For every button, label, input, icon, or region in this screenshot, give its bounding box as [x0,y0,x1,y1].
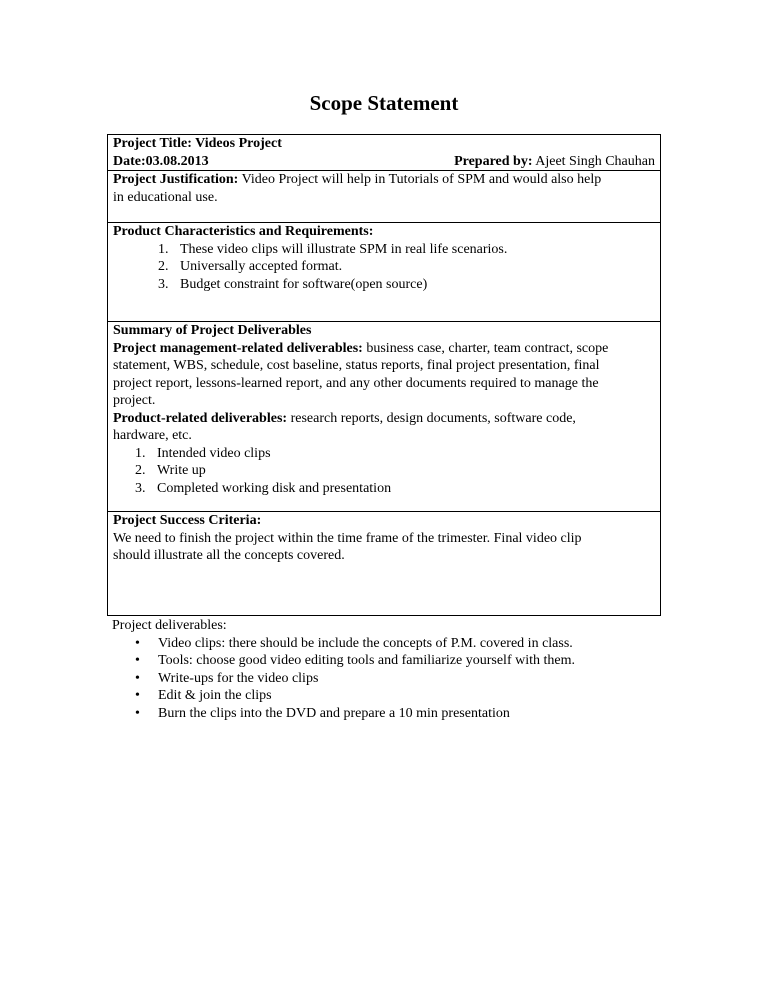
justification-line-2: in educational use. [113,189,218,205]
bullet-icon: • [135,670,140,686]
pm-deliverables-line-4: project. [113,393,156,408]
pm-deliverables-text: business case, charter, team contract, scope [362,340,609,356]
success-criteria-row [108,511,660,615]
project-date: Date:03.08.2013 [113,153,209,169]
bullet-icon: • [135,705,140,721]
product-deliverables-text: research reports, design documents, software code, [287,410,576,426]
product-deliverables-line-2: hardware, etc. [113,428,192,443]
deliverables-row [108,321,660,511]
list-number: 2. [158,259,169,274]
pm-deliverables-line-3: project report, lessons-learned report, and any other documents required to manage the [113,375,599,391]
characteristics-row [108,222,660,321]
list-item [135,687,672,705]
bullet-icon: • [135,653,140,668]
list-text: Write-ups for the video clips [158,670,319,686]
deliverables-list [113,445,655,498]
list-item [135,462,655,480]
list-number: 3. [158,276,169,292]
list-item [135,652,672,670]
date-prepared-line [113,153,655,171]
success-criteria-line-1: We need to finish the project within the time frame of the trimester. Final video clip [113,530,582,546]
list-text: Budget constraint for software(open source) [180,276,428,292]
list-number: 1. [158,241,169,257]
page-title: Scope Statement [309,91,459,115]
list-text: Completed working disk and presentation [157,480,392,496]
list-item [158,241,655,259]
characteristics-heading: Product Characteristics and Requirements: [113,224,374,239]
list-text: Intended video clips [157,445,271,461]
justification-label: Project Justification: [113,172,239,187]
success-criteria-line-2: should illustrate all the concepts covered. [113,548,345,563]
project-info-row [108,135,660,170]
list-item [135,670,672,688]
product-deliverables-label: Product-related deliverables: [113,410,288,426]
list-item [158,276,655,294]
list-item [135,705,672,723]
list-text: Tools: choose good video editing tools and familiarize yourself with them. [158,653,575,668]
bullet-icon: • [135,635,140,651]
scope-table [107,134,661,616]
list-text: Video clips: there should be include the concepts of P.M. covered in class. [158,635,573,651]
justification-line-1 [113,171,655,189]
list-item [135,445,655,463]
prepared-by-label: Prepared by: [454,153,533,169]
list-text: Edit & join the clips [158,688,272,703]
list-item [135,635,672,653]
list-item [135,480,655,498]
project-deliverables-list [112,635,672,723]
pm-deliverables-line-2: statement, WBS, schedule, cost baseline, status reports, final project presentation, final [113,358,600,373]
list-text: Burn the clips into the DVD and prepare a 10 min presentation [158,705,510,721]
product-deliverables-line-1 [113,410,655,428]
bullet-icon: • [135,688,140,703]
pm-deliverables-line-1 [113,340,655,358]
list-text: Universally accepted format. [180,259,343,274]
list-number: 1. [135,445,146,461]
project-deliverables-heading: Project deliverables: [112,618,227,633]
list-number: 2. [135,463,146,478]
project-deliverables-section [112,617,672,722]
list-number: 3. [135,480,146,496]
justification-text: Video Project will help in Tutorials of SPM and would also help [238,172,602,187]
prepared-by-value: Ajeet Singh Chauhan [532,153,655,169]
list-item [158,258,655,276]
characteristics-list [113,241,655,294]
prepared-by [454,153,655,171]
deliverables-heading: Summary of Project Deliverables [113,323,312,338]
list-text: Write up [157,463,206,478]
pm-deliverables-label: Project management-related deliverables: [113,340,363,356]
justification-row [108,170,660,222]
list-text: These video clips will illustrate SPM in real life scenarios. [180,241,508,257]
project-title: Project Title: Videos Project [113,136,282,151]
success-criteria-heading: Project Success Criteria: [113,513,262,528]
